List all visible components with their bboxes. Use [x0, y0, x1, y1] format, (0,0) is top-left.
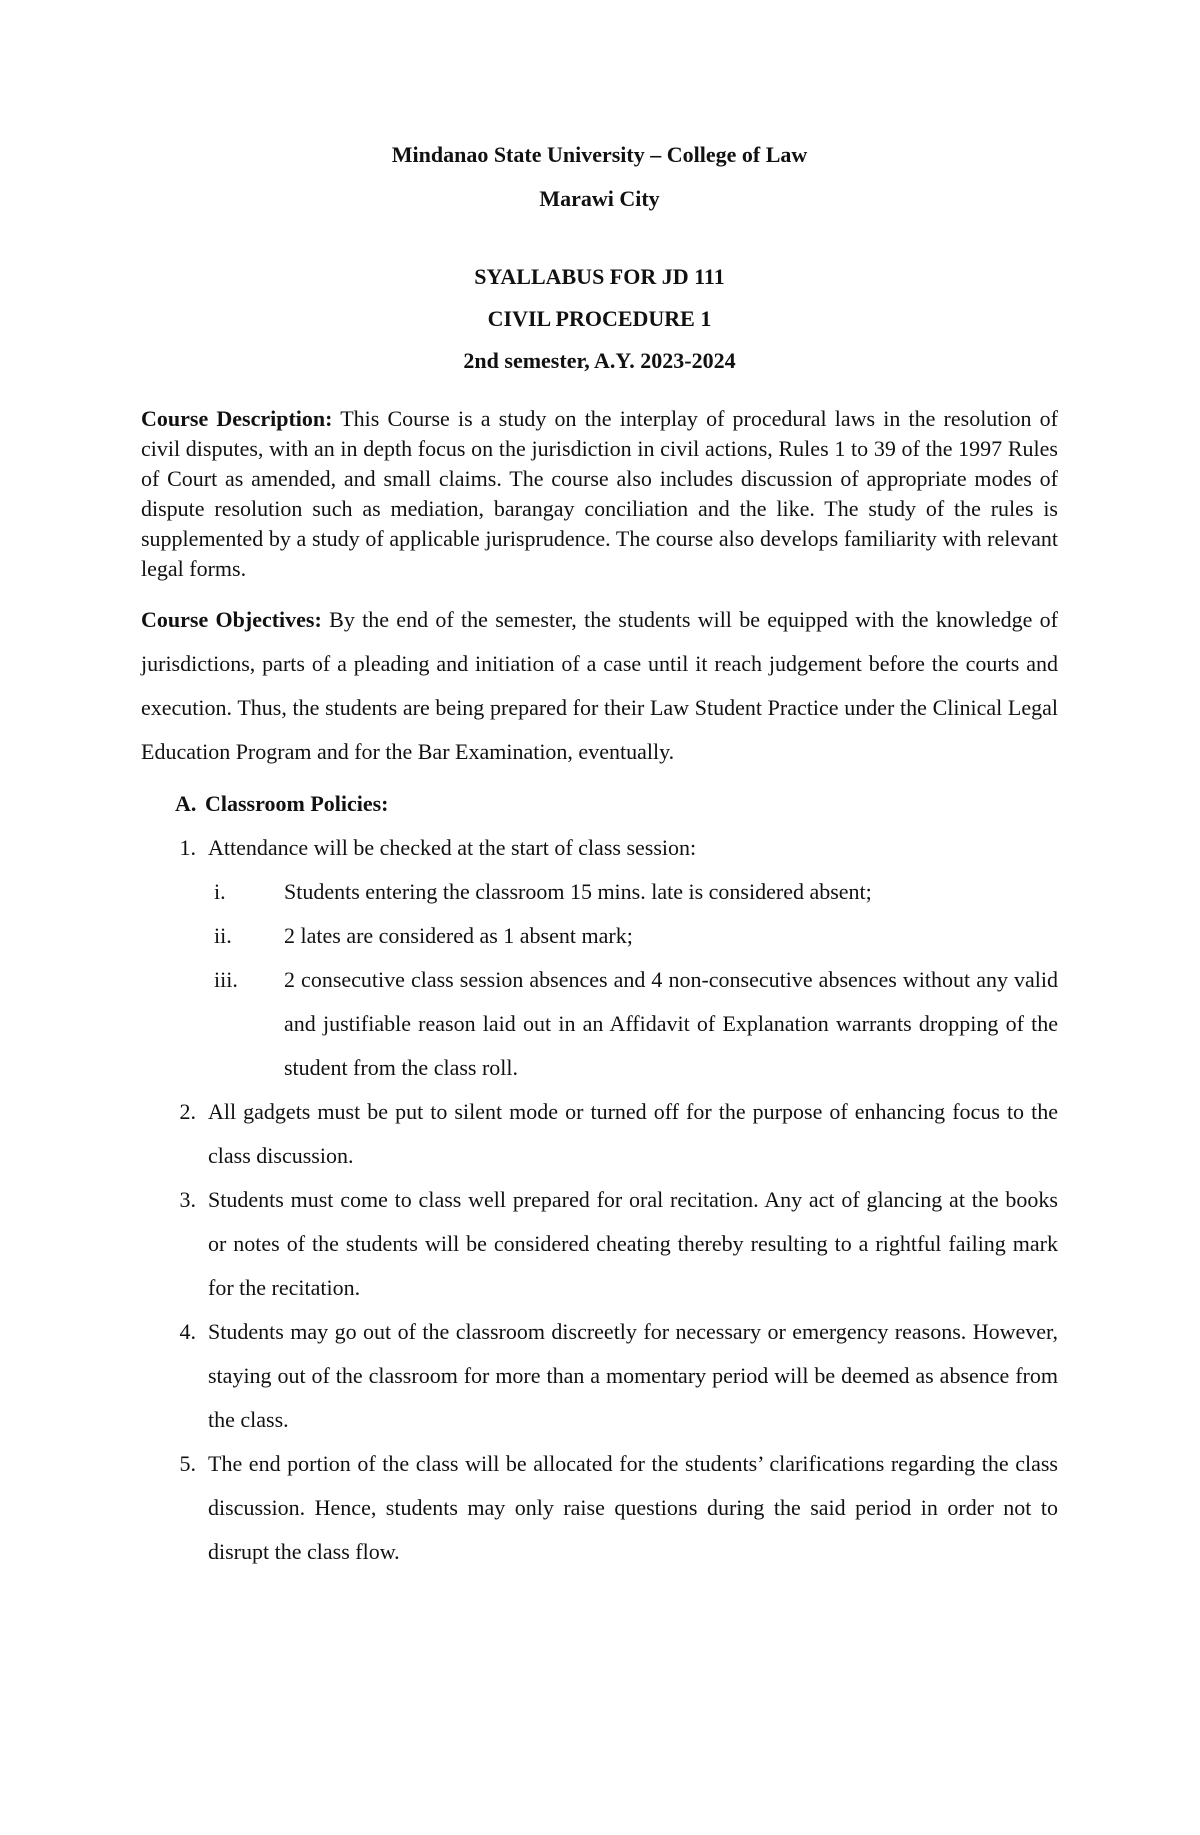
course-description-text: This Course is a study on the interplay of procedural laws in the resolution of civil disputes, with an in depth focus on the jurisdiction in civil actions, Rules 1 to 39 of the 1997 Rules of Court as amended, and small claims. The course also includes discussion of appropriate modes of dispute resolution such as mediation, barangay conciliation and the like. The study of the rules is supplemented by a study of applicable jurisprudence. The course also develops familiarity with relevant legal forms. — [141, 406, 1059, 581]
course-objectives — [141, 598, 1058, 774]
policy-subitem — [141, 914, 1058, 958]
policy-text: All gadgets must be put to silent mode or turned off for the purpose of enhancing focus to the class discussion. — [208, 1099, 1058, 1168]
policy-text: The end portion of the class will be allocated for the students’ clarifications regarding the class discussion. Hence, students may only raise questions during the said period in order not to disrupt the class flow. — [208, 1451, 1058, 1564]
policy-item — [141, 1310, 1058, 1442]
policy-item — [141, 1090, 1058, 1178]
policy-item — [141, 826, 1058, 870]
subitem-number: i. — [214, 879, 226, 904]
policy-text: Attendance will be checked at the start of class session: — [208, 835, 697, 860]
subitem-text: 2 consecutive class session absences and 4 non-consecutive absences without any valid and justifiable reason laid out in an Affidavit of Explanation warrants dropping of the student from the class roll. — [284, 967, 1058, 1080]
course-objectives-label: Course Objectives: — [141, 607, 322, 632]
policy-number: 2. — [179, 1099, 196, 1124]
syllabus-title: SYALLABUS FOR JD 111 — [474, 264, 725, 289]
section-a-heading — [141, 782, 1058, 826]
policies-list — [141, 826, 1058, 1574]
policy-number: 5. — [179, 1451, 196, 1476]
course-objectives-text: By the end of the semester, the students will be equipped with the knowledge of jurisdictions, parts of a pleading and initiation of a case until it reach judgement before the courts and execution. Thus, the students are being prepared for their Law Student Practice under the Clinical Legal Education Program and for the Bar Examination, eventually. — [141, 607, 1059, 764]
institution-header — [141, 140, 1058, 214]
course-title: CIVIL PROCEDURE 1 — [487, 306, 712, 331]
syllabus-title-block — [141, 262, 1058, 376]
section-a-title: Classroom Policies: — [205, 791, 389, 816]
policy-number: 4. — [179, 1319, 196, 1344]
policy-subitem — [141, 958, 1058, 1090]
policy-item — [141, 1442, 1058, 1574]
subitem-number: ii. — [214, 923, 232, 948]
policy-subitem — [141, 870, 1058, 914]
course-description — [141, 404, 1058, 584]
subitem-text: 2 lates are considered as 1 absent mark; — [284, 923, 633, 948]
document-body — [141, 140, 1058, 1574]
institution-name: Mindanao State University – College of Law — [391, 142, 808, 167]
subitem-number: iii. — [214, 967, 238, 992]
subitem-text: Students entering the classroom 15 mins. late is considered absent; — [284, 879, 872, 904]
policy-text: Students must come to class well prepared for oral recitation. Any act of glancing at the books or notes of the students will be considered cheating thereby resulting to a rightful failing mark for the recitation. — [208, 1187, 1058, 1300]
semester-line: 2nd semester, A.Y. 2023-2024 — [463, 348, 736, 373]
policy-number: 1. — [179, 835, 196, 860]
policy-text: Students may go out of the classroom discreetly for necessary or emergency reasons. However, staying out of the classroom for more than a momentary period will be deemed as absence from the class. — [208, 1319, 1058, 1432]
section-a-letter: A. — [175, 791, 197, 816]
policy-number: 3. — [179, 1187, 196, 1212]
policy-item — [141, 1178, 1058, 1310]
institution-city: Marawi City — [539, 186, 660, 211]
course-description-label: Course Description: — [141, 406, 333, 431]
